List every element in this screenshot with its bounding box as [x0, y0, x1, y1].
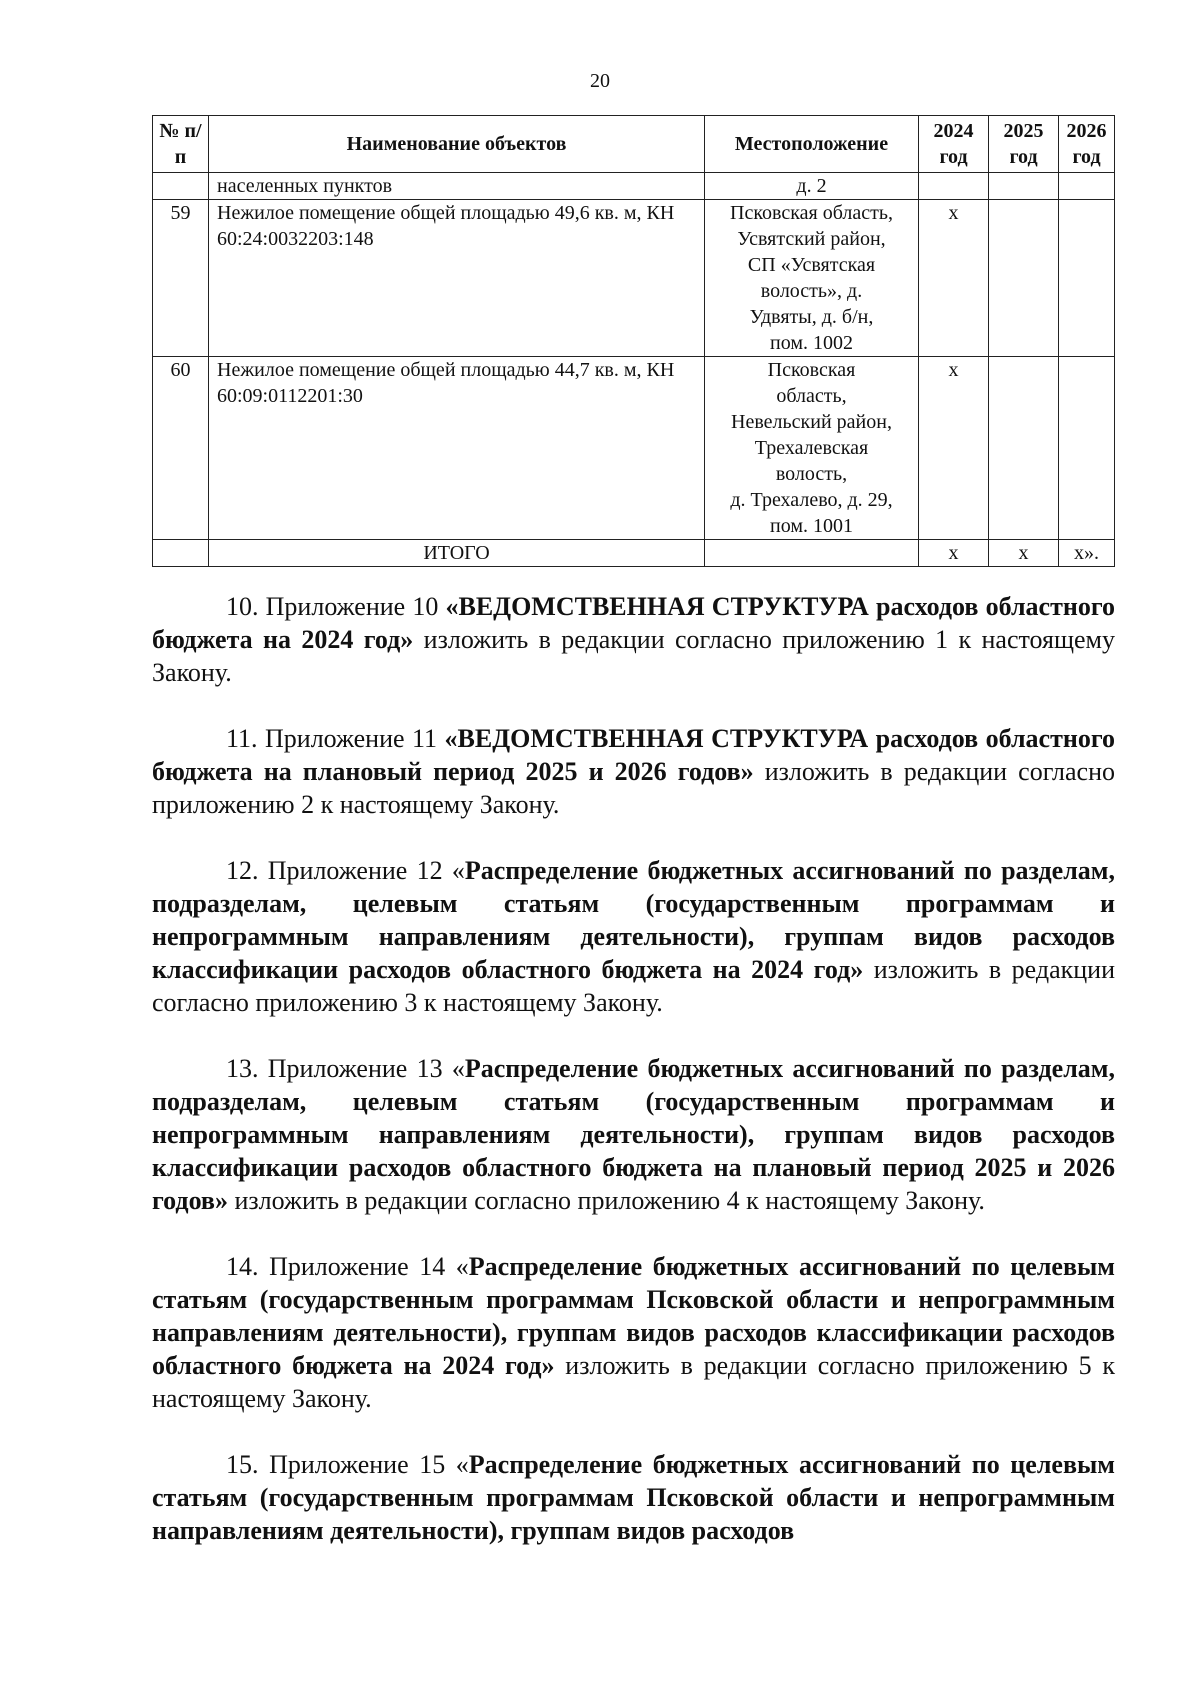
- location-line: волость,: [775, 463, 848, 485]
- location-line: СП «Усвятская: [747, 254, 876, 276]
- paragraph-text: 14. Приложение 14 «: [226, 1252, 469, 1281]
- paragraph-15: [152, 1448, 1115, 1547]
- paragraph-14: [152, 1250, 1115, 1415]
- cell-2025: [989, 200, 1059, 357]
- paragraph-bold-text: «ВЕДОМСТВЕННАЯ СТРУКТУРА расходов областного бюджета на 2024 год»: [152, 592, 1115, 654]
- cell-name: Нежилое помещение общей площадью 44,7 кв. м, КН 60:09:0112201:30: [209, 357, 705, 540]
- cell-location: [705, 540, 919, 567]
- table-row: [153, 173, 1115, 200]
- cell-num: 59: [153, 200, 209, 357]
- paragraph-bold-text: Распределение бюджетных ассигнований по целевым статьям (государственным программам Псковской области и непрограммным направлениям деятельности), группам видов расходов: [152, 1450, 1115, 1545]
- paragraph-text: 10. Приложение 10: [226, 592, 446, 621]
- total-2026: x».: [1059, 540, 1115, 567]
- paragraph-10: [152, 590, 1115, 689]
- paragraph-bold-text: Распределение бюджетных ассигнований по разделам, подразделам, целевым статьям (государственным программам и непрограммным направлениям деятельности), группам видов расходов классификации расходов областного бюджета на 2024 год»: [152, 856, 1116, 984]
- cell-2024: x: [919, 357, 989, 540]
- location-line: область,: [776, 385, 847, 407]
- location-line: Невельский район,: [731, 411, 892, 433]
- paragraph-bold-text: Распределение бюджетных ассигнований по целевым статьям (государственным программам Псковской области и непрограммным направлениям деятельности), группам видов расходов классификации расходов областного бюджета на 2024 год»: [152, 1252, 1115, 1380]
- paragraph-13: [152, 1052, 1115, 1217]
- paragraph-text: изложить в редакции согласно приложению 2 к настоящему Закону.: [152, 757, 1116, 819]
- total-label: ИТОГО: [209, 540, 705, 567]
- total-2025: x: [989, 540, 1059, 567]
- paragraph-text: 12. Приложение 12 «: [226, 856, 465, 885]
- paragraph-text: изложить в редакции согласно приложению 3 к настоящему Закону.: [152, 955, 1115, 1017]
- paragraph-bold-text: Распределение бюджетных ассигнований по разделам, подразделам, целевым статьям (государственным программам и непрограммным направлениям деятельности), группам видов расходов классификации расходов областного бюджета на плановый период 2025 и 2026 годов»: [152, 1054, 1116, 1215]
- header-num: № п/п: [153, 116, 209, 173]
- cell-2026: [1059, 357, 1115, 540]
- location-line: пом. 1002: [770, 332, 853, 354]
- location-line: Усвятский район,: [737, 228, 886, 250]
- paragraph-text: изложить в редакции согласно приложению 5 к настоящему Закону.: [152, 1351, 1116, 1413]
- location-line: волость», д.: [760, 280, 863, 302]
- document-body: [152, 590, 1115, 1580]
- cell-2026: [1059, 200, 1115, 357]
- location-line: Псковская: [767, 359, 856, 381]
- location-line: пом. 1001: [770, 515, 853, 537]
- page-number: 20: [590, 70, 610, 92]
- cell-name: Нежилое помещение общей площадью 49,6 кв. м, КН 60:24:0032203:148: [209, 200, 705, 357]
- cell-location: [705, 200, 919, 357]
- paragraph-12: [152, 854, 1115, 1019]
- cell-num: [153, 173, 209, 200]
- location-line: д. Трехалево, д. 29,: [730, 489, 893, 511]
- table-row: [153, 357, 1115, 540]
- cell-2026: [1059, 173, 1115, 200]
- cell-name: населенных пунктов: [209, 173, 705, 200]
- location-line: Псковская область,: [730, 202, 893, 224]
- paragraph-text: изложить в редакции согласно приложению 1 к настоящему Закону.: [152, 625, 1115, 687]
- paragraph-text: 11. Приложение 11: [226, 724, 445, 753]
- cell-2025: [989, 173, 1059, 200]
- cell-2024: x: [919, 200, 989, 357]
- paragraph-bold-text: «ВЕДОМСТВЕННАЯ СТРУКТУРА расходов областного бюджета на плановый период 2025 и 2026 годов»: [152, 724, 1115, 786]
- table-header-row: [153, 116, 1115, 173]
- cell-num: [153, 540, 209, 567]
- paragraph-text: 15. Приложение 15 «: [226, 1450, 469, 1479]
- header-2025: 2025 год: [989, 116, 1059, 173]
- cell-num: 60: [153, 357, 209, 540]
- cell-location: д. 2: [705, 173, 919, 200]
- total-2024: x: [919, 540, 989, 567]
- table-total-row: [153, 540, 1115, 567]
- objects-table: [152, 115, 1115, 567]
- header-2026: 2026 год: [1059, 116, 1115, 173]
- table-row: [153, 200, 1115, 357]
- paragraph-11: [152, 722, 1115, 821]
- location-line: Трехалевская: [754, 437, 869, 459]
- cell-2024: [919, 173, 989, 200]
- cell-2025: [989, 357, 1059, 540]
- cell-location: [705, 357, 919, 540]
- header-location: Местоположение: [705, 116, 919, 173]
- location-line: Удвяты, д. б/н,: [749, 306, 874, 328]
- paragraph-text: 13. Приложение 13 «: [226, 1054, 465, 1083]
- header-2024: 2024 год: [919, 116, 989, 173]
- header-name: Наименование объектов: [209, 116, 705, 173]
- paragraph-text: изложить в редакции согласно приложению 4 к настоящему Закону.: [227, 1186, 985, 1215]
